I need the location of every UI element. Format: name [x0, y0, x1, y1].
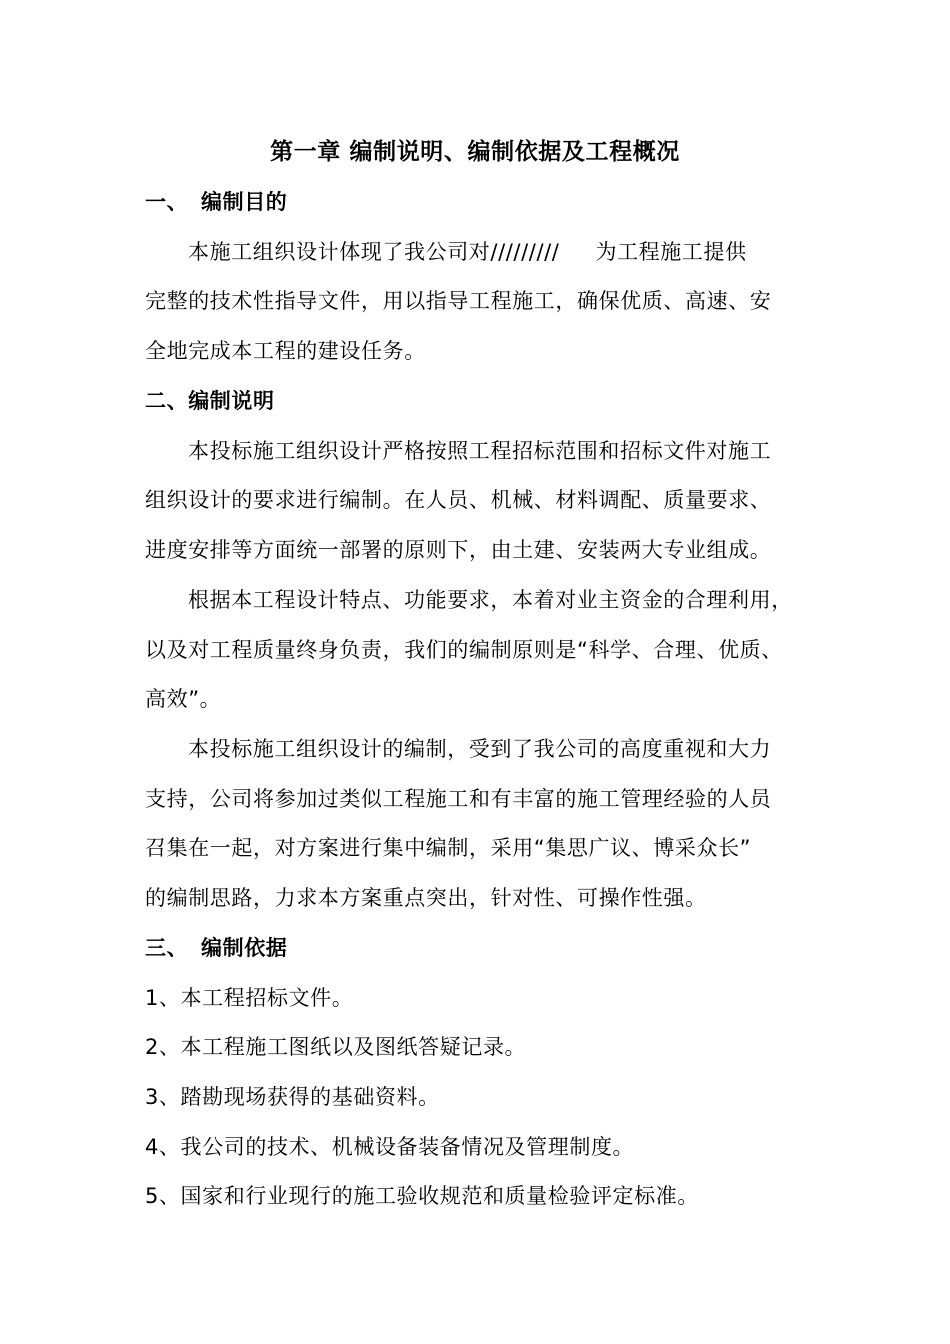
section-2-p1-line-1: 本投标施工组织设计严格按照工程招标范围和招标文件对施工	[188, 439, 772, 463]
section-2-p3-line-4: 的编制思路，力求本方案重点突出，针对性、可操作性强。	[145, 886, 707, 910]
section-1-title: 编制目的	[201, 190, 288, 214]
basis-list-item: 4、我公司的技术、机械设备装备情况及管理制度。	[145, 1135, 635, 1159]
section-2-p1-line-3: 进度安排等方面统一部署的原则下，由土建、安装两大专业组成。	[145, 538, 772, 562]
section-1-paragraph-line-3: 全地完成本工程的建设任务。	[145, 339, 426, 363]
section-2-p1-line-2: 组织设计的要求进行编制。在人员、机械、材料调配、质量要求、	[145, 488, 772, 512]
section-2-p2-line-2: 以及对工程质量终身负责，我们的编制原则是“科学、合理、优质、	[145, 638, 783, 662]
section-1-text-a: 本施工组织设计体现了我公司对/////////	[188, 240, 560, 264]
section-2-p3-line-3: 召集在一起，对方案进行集中编制，采用“集思广议、博采众长”	[145, 836, 752, 860]
basis-list-item: 2、本工程施工图纸以及图纸答疑记录。	[145, 1035, 527, 1059]
section-1-paragraph-line-2: 完整的技术性指导文件，用以指导工程施工，确保优质、高速、安	[145, 289, 772, 313]
section-1-paragraph-line-1	[188, 238, 747, 266]
basis-list-item: 3、踏勘现场获得的基础资料。	[145, 1085, 440, 1109]
chapter-title: 第一章 编制说明、编制依据及工程概况	[270, 139, 680, 165]
basis-list-item: 1、本工程招标文件。	[145, 986, 354, 1010]
section-1-number: 一、	[145, 190, 189, 214]
section-2-p2-line-1: 根据本工程设计特点、功能要求，本着对业主资金的合理利用，	[188, 588, 793, 612]
section-3-heading	[145, 934, 287, 962]
basis-list-item: 5、国家和行业现行的施工验收规范和质量检验评定标准。	[145, 1184, 699, 1208]
section-2-p2-line-3: 高效”。	[145, 687, 222, 711]
section-3-number: 三、	[145, 936, 189, 960]
section-3-title: 编制依据	[201, 936, 288, 960]
section-2-p3-line-2: 支持，公司将参加过类似工程施工和有丰富的施工管理经验的人员	[145, 787, 772, 811]
section-1-text-b: 为工程施工提供	[595, 240, 747, 264]
section-2-p3-line-1: 本投标施工组织设计的编制，受到了我公司的高度重视和大力	[188, 737, 772, 761]
section-1-heading	[145, 188, 287, 216]
section-2-heading: 二、编制说明	[145, 389, 275, 413]
